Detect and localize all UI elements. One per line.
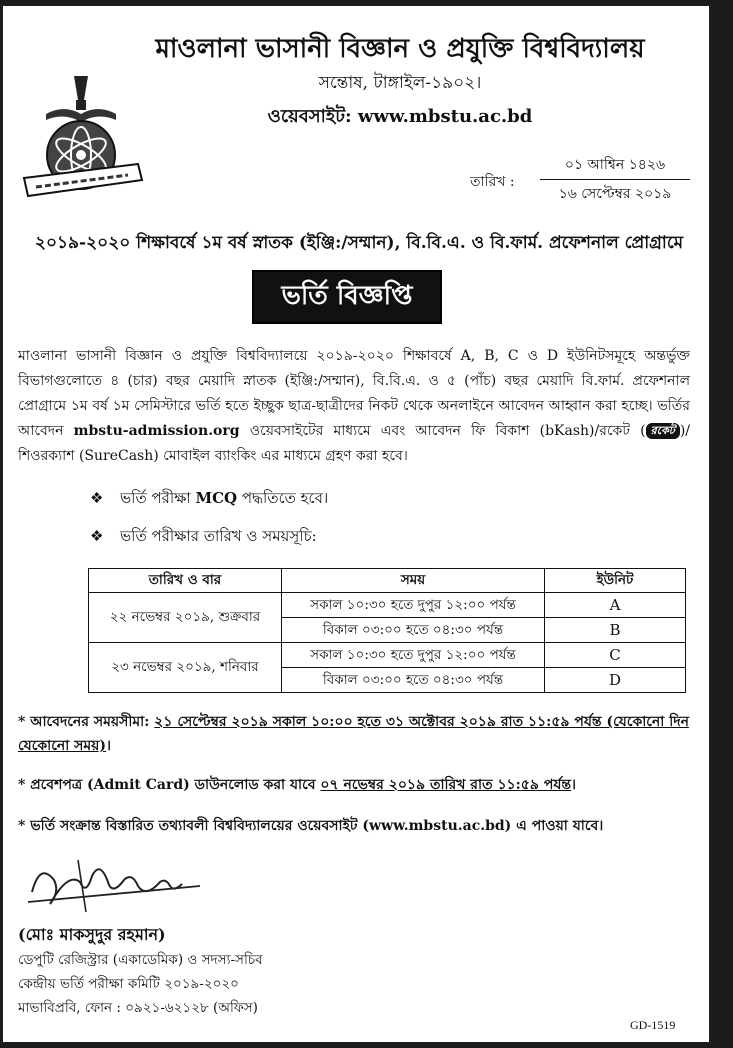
signatory-committee: কেন্দ্রীয় ভর্তি পরীক্ষা কমিটি ২০১৯-২০২০ — [18, 976, 239, 992]
schedule-time: বিকাল ০৩:০০ হতে ০৪:৩০ পর্যন্ত — [282, 618, 545, 643]
header-unit: ইউনিট — [545, 569, 686, 593]
signatory-contact: মাভাবিপ্রবি, ফোন : ০৯২১-৬২১২৮ (অফিস) — [18, 1000, 258, 1016]
admit-suffix: । — [571, 777, 577, 793]
date-english: ১৬ সেপ্টেম্বর ২০১৯ — [558, 186, 672, 202]
admit-value: ০৭ নভেম্বর ২০১৯ তারিখ রাত ১১:৫৯ পর্যন্ত — [320, 777, 572, 793]
description-part1: মাওলানা ভাসানী বিজ্ঞান ও প্রযুক্তি বিশ্ববিদ্যালয়ে ২০১৯-২০২০ শিক্ষাবর্ষে A, B, C ও D ইউনিটসমূহে অন্তর্ভুক্ত বিভাগগুলোতে ৪ (চার) বছর মেয়াদি স্নাতক (ইঞ্জি:/সম্মান), বি.বি.এ. ও ৫ (পাঁচ) বছর মেয়াদি বি.ফার্ম. প্রফেশনাল প্রোগ্রামে ১ম বর্ষ ১ম সেমিস্টারে ভর্তি হতে ইচ্ছুক ছাত্র-ছাত্রীদের নিকট থেকে অনলাইনে আবেদন আহ্বান করা হচ্ছে। ভর্তির আবেদন — [18, 348, 690, 439]
table-row — [89, 593, 686, 618]
date-label: তারিখ : — [470, 174, 515, 190]
deadline-suffix: । — [106, 738, 112, 754]
table-header-row — [89, 569, 686, 593]
deadline-value: ২১ সেপ্টেম্বর ২০১৯ সকাল ১০:০০ হতে ৩১ অক্টোবর ২০১৯ রাত ১১:৫৯ পর্যন্ত (যেকোনো দিন যেকোনো সময়) — [18, 714, 689, 754]
admit-prefix: * প্রবেশপত্র (Admit Card) ডাউনলোড করা যাবে — [18, 777, 321, 793]
university-address: সন্তোষ, টাঙ্গাইল-১৯০২। — [318, 73, 482, 93]
gd-code: GD-1519 — [630, 1018, 676, 1032]
deadline-note — [18, 710, 698, 758]
admission-description — [18, 344, 690, 469]
signatory-designation: ডেপুটি রেজিস্ট্রার (একাডেমিক) ও সদস্য-সচিব — [18, 952, 263, 968]
exam-method-bold: MCQ — [195, 489, 238, 507]
signatory-name: (মোঃ মাকসুদুর রহমান) — [18, 925, 166, 944]
details-note: * ভর্তি সংক্রান্ত বিস্তারিত তথ্যাবলী বিশ্ববিদ্যালয়ের ওয়েবসাইট (www.mbstu.ac.bd) এ পাওয়া যাবে। — [18, 818, 604, 834]
schedule-bullet — [90, 525, 317, 550]
schedule-day1: ২২ নভেম্বর ২০১৯, শুক্রবার — [89, 593, 282, 643]
exam-method-bullet — [90, 487, 328, 512]
admit-card-note — [18, 773, 698, 797]
schedule-label: ভর্তি পরীক্ষার তারিখ ও সময়সূচি: — [120, 527, 317, 545]
scan-border-left — [0, 0, 3, 1048]
header-time: সময় — [282, 569, 545, 593]
scan-border-top — [0, 0, 733, 6]
admission-site-link[interactable]: mbstu-admission.org — [73, 423, 240, 439]
schedule-day2: ২৩ নভেম্বর ২০১৯, শনিবার — [89, 643, 282, 693]
schedule-unit: D — [545, 668, 686, 693]
exam-method-suffix: পদ্ধতিতে হবে। — [237, 489, 329, 507]
schedule-unit: A — [545, 593, 686, 618]
program-heading: ২০১৯-২০২০ শিক্ষাবর্ষে ১ম বর্ষ স্নাতক (ইঞ্জি:/সম্মান), বি.বি.এ. ও বি.ফার্ম. প্রফেশনাল প্রোগ্রামে — [34, 233, 684, 253]
bullet-diamond-icon: ❖ — [90, 489, 104, 507]
scan-border-right — [709, 0, 733, 1048]
schedule-time: সকাল ১০:৩০ হতে দুপুর ১২:০০ পর্যন্ত — [282, 643, 545, 668]
schedule-unit: C — [545, 643, 686, 668]
rocket-logo: রকেট — [646, 423, 680, 439]
schedule-time: বিকাল ০৩:০০ হতে ০৪:৩০ পর্যন্ত — [282, 668, 545, 693]
university-website: ওয়েবসাইট: www.mbstu.ac.bd — [267, 106, 533, 127]
signature — [20, 852, 210, 922]
header-date: তারিখ ও বার — [89, 569, 282, 593]
signatory-details — [18, 948, 263, 1020]
description-part3: )/শিওরক্যাশ (SureCash) মোবাইল ব্যাংকিং এর মাধ্যমে গ্রহণ করা হবে। — [18, 423, 690, 464]
deadline-prefix: * আবেদনের সময়সীমা: — [18, 714, 155, 730]
notice-title: ভর্তি বিজ্ঞপ্তি — [252, 270, 442, 324]
scan-border-bottom — [0, 1042, 733, 1048]
exam-method-prefix: ভর্তি পরীক্ষা — [120, 489, 196, 507]
bullet-diamond-icon: ❖ — [90, 527, 104, 545]
description-part2: ওয়েবসাইটের মাধ্যমে এবং আবেদন ফি বিকাশ (bKash)/রকেট ( — [239, 423, 646, 439]
date-bangla: ০১ আশ্বিন ১৪২৬ — [540, 153, 690, 180]
table-row — [89, 643, 686, 668]
schedule-unit: B — [545, 618, 686, 643]
schedule-time: সকাল ১০:৩০ হতে দুপুর ১২:০০ পর্যন্ত — [282, 593, 545, 618]
exam-schedule-table — [88, 568, 686, 693]
university-name: মাওলানা ভাসানী বিজ্ঞান ও প্রযুক্তি বিশ্ববিদ্যালয় — [155, 34, 645, 64]
